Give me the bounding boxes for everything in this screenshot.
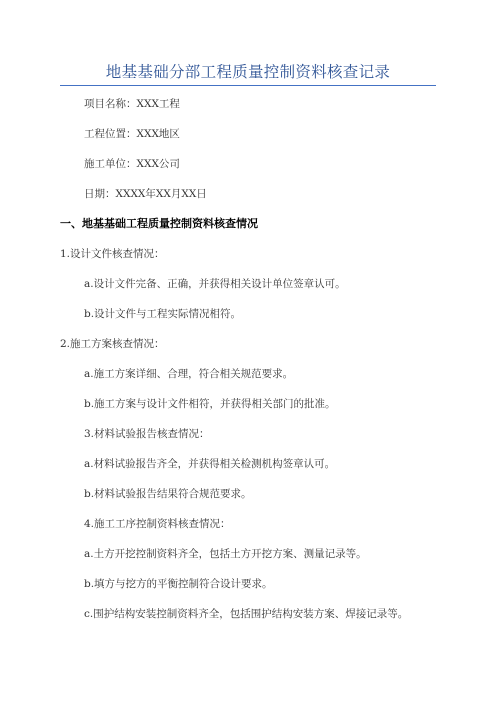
section-heading: 一、地基基础工程质量控制资料核查情况 — [60, 217, 258, 230]
document-title: 地基基础分部工程质量控制资料核查记录 — [105, 63, 391, 81]
construction-unit: 施工单位：XXX公司 — [84, 158, 180, 170]
project-location: 工程位置：XXX地区 — [84, 128, 180, 140]
document-date: 日期：XXXX年XX月XX日 — [84, 188, 207, 200]
plan-check-item-b: b.施工方案与设计文件相符，并获得相关部门的批准。 — [84, 398, 336, 410]
plan-check-heading: 2.施工方案核查情况： — [60, 338, 165, 350]
process-check-heading: 4.施工工序控制资料核查情况： — [84, 518, 231, 530]
plan-check-item-a: a.施工方案详细、合理，符合相关规范要求。 — [84, 368, 294, 380]
design-check-item-a: a.设计文件完备、正确，并获得相关设计单位签章认可。 — [84, 278, 346, 290]
process-check-item-c: c.围护结构安装控制资料齐全，包括围护结构安装方案、焊接记录等。 — [84, 608, 409, 620]
process-check-item-a: a.土方开挖控制资料齐全，包括土方开挖方案、测量记录等。 — [84, 548, 367, 560]
project-name: 项目名称：XXX工程 — [84, 98, 180, 110]
material-check-heading: 3.材料试验报告核查情况： — [84, 428, 210, 440]
process-check-item-b: b.填方与挖方的平衡控制符合设计要求。 — [84, 578, 273, 590]
design-check-heading: 1.设计文件核查情况： — [60, 248, 165, 260]
material-check-item-a: a.材料试验报告齐全，并获得相关检测机构签章认可。 — [84, 458, 336, 470]
title-underline — [60, 85, 436, 86]
design-check-item-b: b.设计文件与工程实际情况相符。 — [84, 308, 242, 320]
material-check-item-b: b.材料试验报告结果符合规范要求。 — [84, 488, 252, 500]
